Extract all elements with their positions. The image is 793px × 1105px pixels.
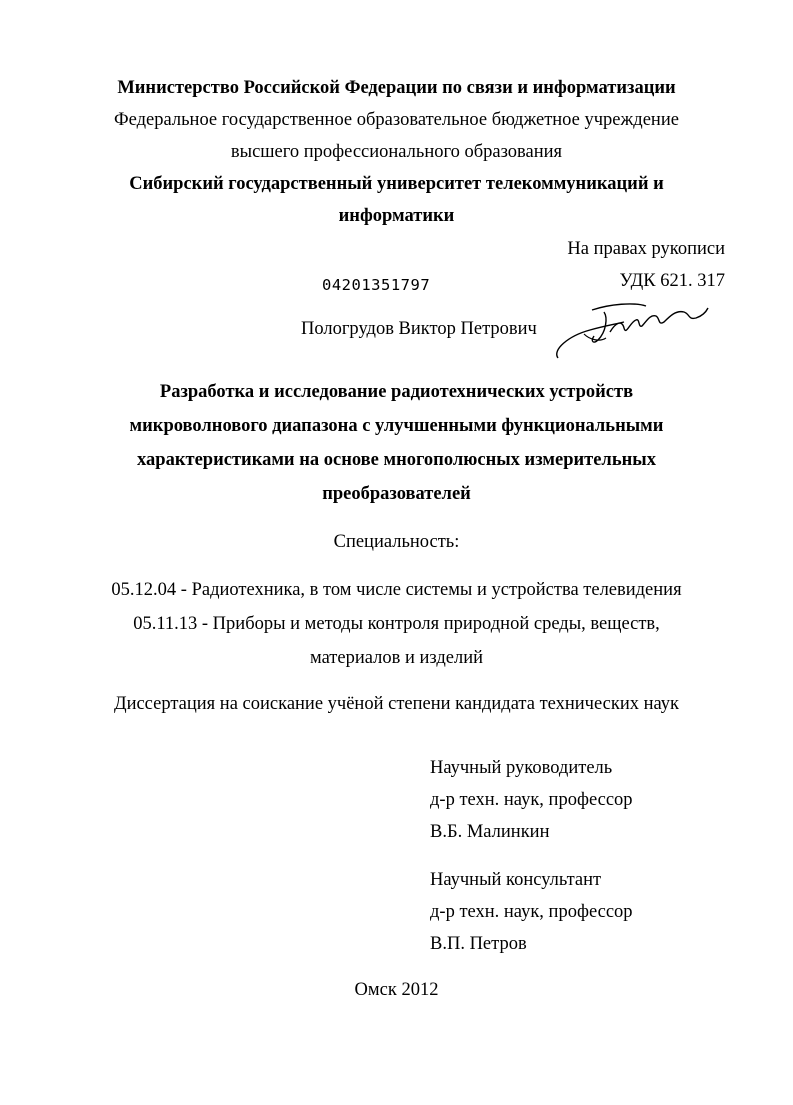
specialty-line-2: 05.11.13 - Приборы и методы контроля природной среды, веществ,: [133, 614, 660, 634]
manuscript-note: На правах рукописи: [567, 239, 725, 259]
consultant-role: Научный консультант: [430, 870, 602, 890]
title-line-2: микроволнового диапазона с улучшенными функциональными: [129, 416, 664, 436]
supervisor-name: В.Б. Малинкин: [430, 822, 550, 842]
university-line-2: информатики: [338, 206, 455, 226]
supervisor-role: Научный руководитель: [430, 758, 613, 778]
ministry-heading: Министерство Российской Федерации по связи и информатизации: [117, 78, 676, 98]
title-line-3: характеристиками на основе многополюсных измерительных: [137, 450, 656, 470]
title-line-4: преобразователей: [322, 484, 471, 504]
supervisor-degree: д-р техн. наук, профессор: [430, 790, 633, 810]
institution-line-2: высшего профессионального образования: [230, 142, 563, 162]
place-year: Омск 2012: [354, 980, 439, 1000]
consultant-degree: д-р техн. наук, профессор: [430, 902, 633, 922]
consultant-name: В.П. Петров: [430, 934, 527, 954]
title-line-1: Разработка и исследование радиотехнических устройств: [159, 382, 634, 402]
institution-line-1: Федеральное государственное образовательное бюджетное учреждение: [114, 110, 679, 130]
dissertation-type: Диссертация на соискание учёной степени кандидата технических наук: [113, 694, 680, 714]
university-line-1: Сибирский государственный университет телекоммуникаций и: [129, 174, 664, 194]
author-name: Пологрудов Виктор Петрович: [301, 319, 537, 339]
udk-code: УДК 621. 317: [619, 271, 725, 291]
registration-number: 04201351797: [322, 276, 431, 294]
specialty-label: Специальность:: [333, 532, 460, 552]
specialty-line-1: 05.12.04 - Радиотехника, в том числе системы и устройства телевидения: [111, 580, 682, 600]
specialty-line-3: материалов и изделий: [309, 648, 484, 668]
signature-image: [550, 292, 710, 364]
